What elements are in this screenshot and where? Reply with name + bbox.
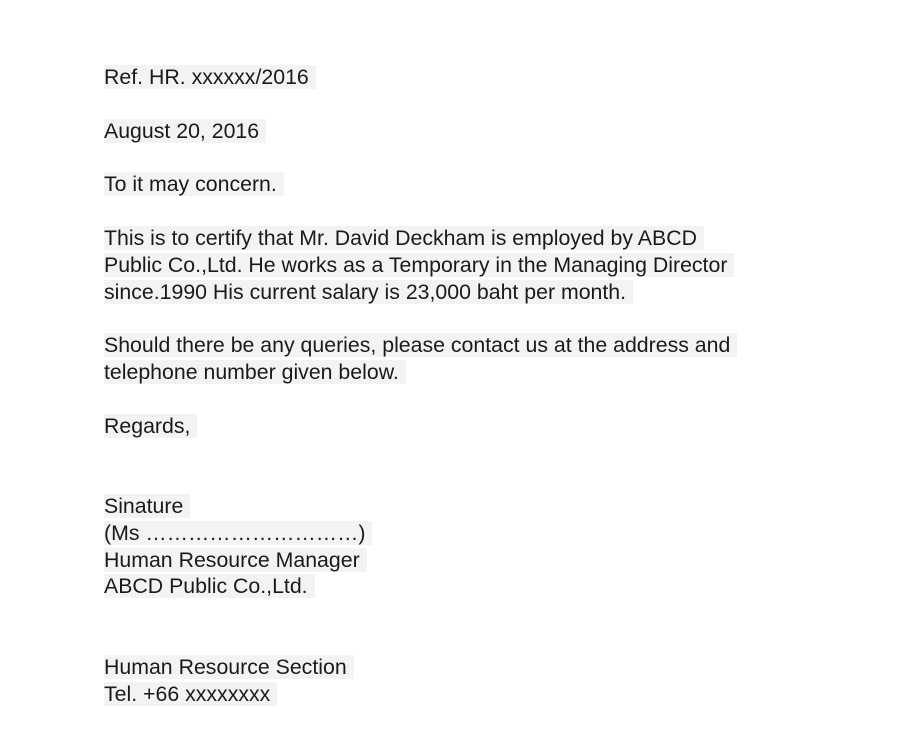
certification-line: since.1990 His current salary is 23,000 baht per month. <box>104 280 633 304</box>
contact-block <box>104 654 804 707</box>
signatory-name: (Ms …………………………) <box>104 521 372 545</box>
queries-line: Should there be any queries, please contact us at the address and <box>104 333 737 357</box>
certification-paragraph <box>104 225 804 305</box>
certification-line: Public Co.,Ltd. He works as a Temporary in the Managing Director <box>104 253 734 277</box>
signature-block <box>104 493 804 600</box>
queries-paragraph <box>104 332 804 385</box>
closing <box>104 413 804 440</box>
certification-line: This is to certify that Mr. David Deckham is employed by ABCD <box>104 226 704 250</box>
contact-telephone: Tel. +66 xxxxxxxx <box>104 682 277 706</box>
reference-number-text: Ref. HR. xxxxxx/2016 <box>104 65 316 89</box>
signature-label: Sinature <box>104 494 190 518</box>
queries-line: telephone number given below. <box>104 360 406 384</box>
company-name: ABCD Public Co.,Ltd. <box>104 574 315 598</box>
letter-date-text: August 20, 2016 <box>104 119 266 143</box>
certificate-letter <box>104 64 804 708</box>
reference-number <box>104 64 804 91</box>
closing-text: Regards, <box>104 414 197 438</box>
salutation <box>104 171 804 198</box>
letter-date <box>104 118 804 145</box>
salutation-text: To it may concern. <box>104 172 284 196</box>
contact-section: Human Resource Section <box>104 655 354 679</box>
signatory-title: Human Resource Manager <box>104 548 367 572</box>
